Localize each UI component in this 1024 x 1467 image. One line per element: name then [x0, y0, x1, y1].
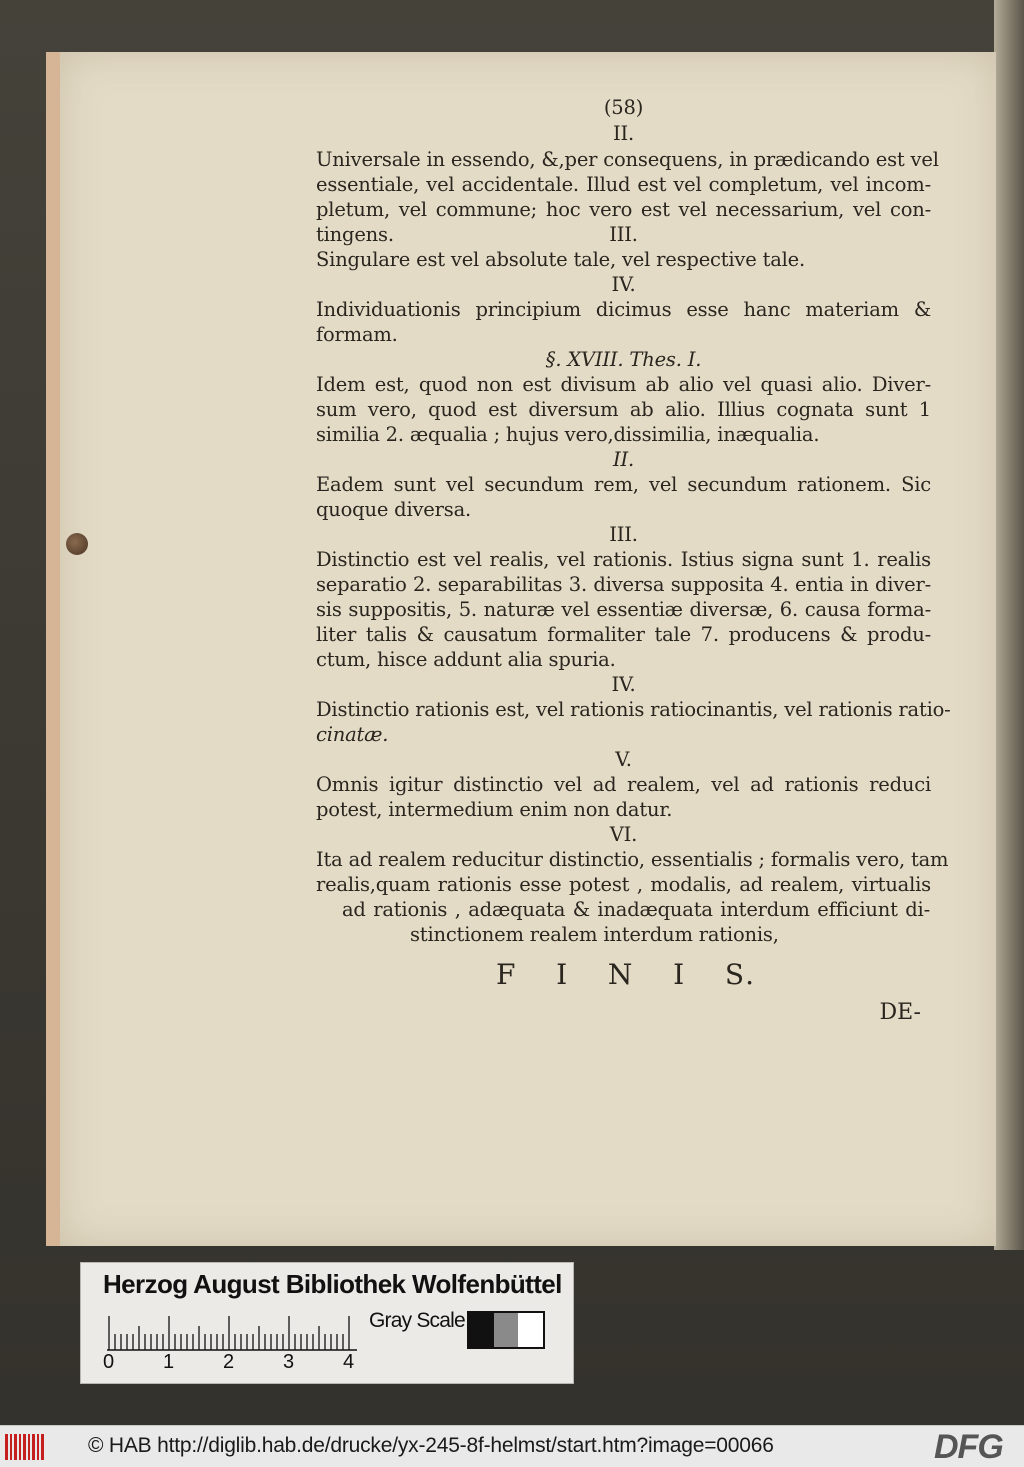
text-line: formam.: [316, 323, 398, 346]
text-line: cinatæ.: [316, 723, 389, 746]
library-name: Herzog August Bibliothek Wolfenbüttel: [103, 1269, 562, 1299]
text-line: Ita ad realem reducitur distinctio, essentialis ; formalis vero, tam: [316, 848, 949, 871]
text-line: ctum, hisce addunt alia spuria.: [316, 648, 616, 671]
text-line: Individuationis principium dicimus esse hanc materiam &: [316, 298, 931, 321]
gray-scale-label: Gray Scale: [369, 1309, 465, 1332]
section-heading: §. XVIII. Thes. I.: [545, 348, 702, 371]
heading-line: III.: [609, 523, 638, 546]
ruler-scale: [107, 1313, 357, 1351]
pin-hole: [66, 533, 88, 555]
heading-line: II.: [612, 122, 634, 145]
ruler-number: 1: [163, 1351, 175, 1373]
text-line: ad rationis , adæquata & inadæquata interdum efficiunt di-: [342, 898, 930, 921]
text-line: tingens.: [316, 223, 394, 246]
library-color-card: [80, 1262, 574, 1384]
text-line: quoque diversa.: [316, 498, 471, 521]
heading-line: VI.: [609, 823, 638, 846]
text-line: sis suppositis, 5. naturæ vel essentiæ diversæ, 6. causa forma-: [316, 598, 931, 621]
text-line: Omnis igitur distinctio vel ad realem, vel ad rationis reduci: [316, 773, 931, 796]
text-line: realis,quam rationis esse potest , modalis, ad realem, virtualis: [316, 873, 931, 896]
page-number: (58): [603, 96, 644, 119]
text-line: pletum, vel commune; hoc vero est vel necessarium, vel con-: [316, 198, 931, 221]
heading-line: IV.: [611, 673, 636, 696]
text-line: Idem est, quod non est divisum ab alio vel quasi alio. Diver-: [316, 373, 931, 396]
swatch-light: [518, 1313, 543, 1347]
catchword: DE-: [879, 1000, 921, 1025]
ruler-number: 2: [223, 1351, 235, 1373]
text-line: Distinctio rationis est, vel rationis ratiocinantis, vel rationis ratio-: [316, 698, 951, 721]
facing-page-edge: [994, 0, 1024, 1250]
heading-line: II.: [612, 448, 634, 471]
heading-line: IV.: [611, 273, 636, 296]
text-line: sum vero, quod est diversum ab alio. Illius cognata sunt 1: [316, 398, 931, 421]
text-line: stinctionem realem interdum rationis,: [410, 923, 779, 946]
copyright-link[interactable]: © HAB http://diglib.hab.de/drucke/yx-245-8f-helmst/start.htm?image=00066: [88, 1434, 774, 1457]
text-line: Universale in essendo, &,per consequens, in prædicando est vel: [316, 148, 939, 171]
ruler-number: 4: [343, 1351, 355, 1373]
swatch-dark: [469, 1313, 494, 1347]
text-line: separatio 2. separabilitas 3. diversa supposita 4. entia in diver-: [316, 573, 931, 596]
hab-barcode-icon: [4, 1432, 48, 1462]
text-line: Distinctio est vel realis, vel rationis. Istius signa sunt 1. realis: [316, 548, 931, 571]
finis-heading: F I N I S.: [496, 958, 756, 991]
dfg-logo: DFG: [934, 1428, 1003, 1466]
footer-bar: [0, 1425, 1024, 1467]
text-line: essentiale, vel accidentale. Illud est vel completum, vel incom-: [316, 173, 931, 196]
ruler-number: 3: [283, 1351, 295, 1373]
ruler-numbers: [101, 1351, 371, 1377]
text-line: Eadem sunt vel secundum rem, vel secundum rationem. Sic: [316, 473, 931, 496]
ruler-number: 0: [103, 1351, 115, 1373]
text-line: liter talis & causatum formaliter tale 7. producens & produ-: [316, 623, 931, 646]
heading-line: III.: [609, 223, 638, 246]
text-line: Singulare est vel absolute tale, vel respective tale.: [316, 248, 806, 271]
swatch-mid: [494, 1313, 519, 1347]
text-line: similia 2. æqualia ; hujus vero,dissimilia, inæqualia.: [316, 423, 820, 446]
gray-scale-swatches: [467, 1311, 545, 1349]
heading-line: V.: [615, 748, 632, 771]
text-line: potest, intermedium enim non datur.: [316, 798, 673, 821]
